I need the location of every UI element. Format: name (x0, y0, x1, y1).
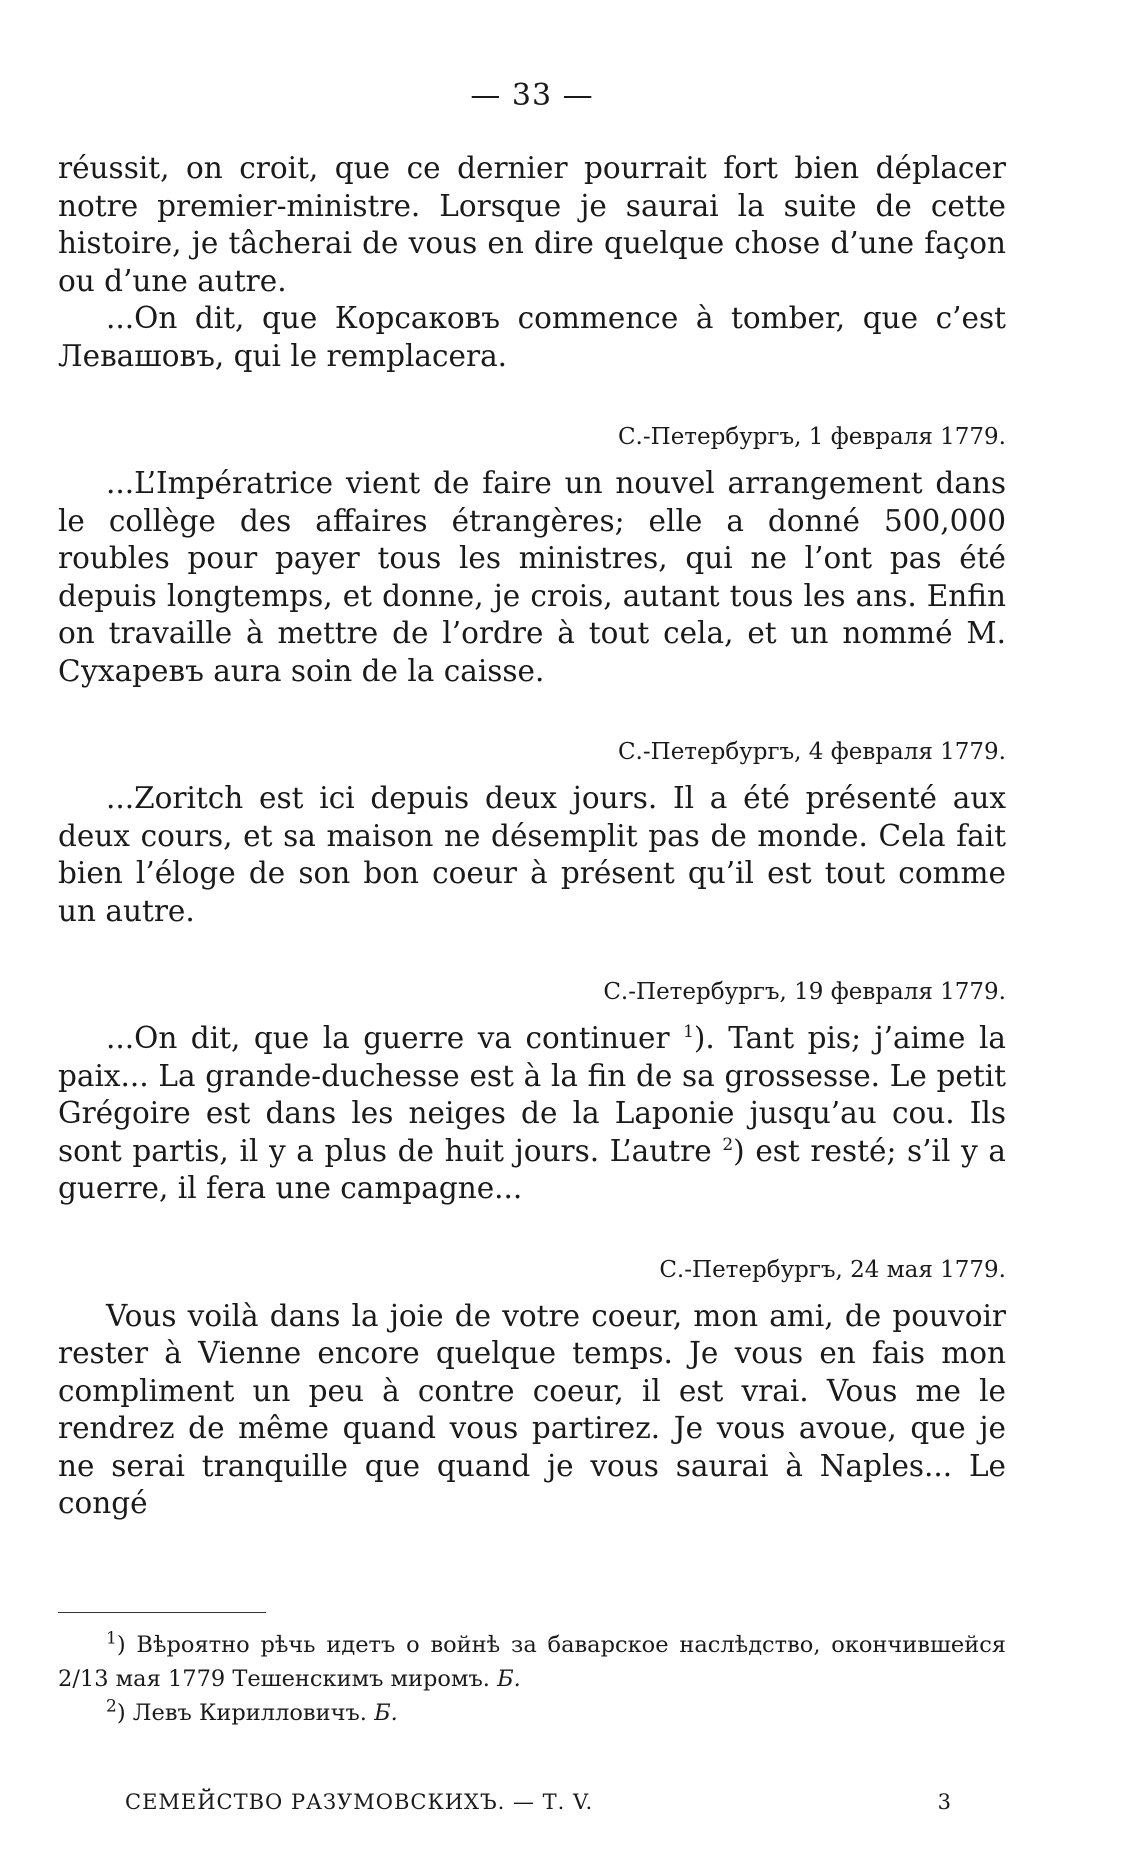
footnote-1 (58, 1628, 1006, 1696)
footnotes (58, 1628, 1006, 1730)
footnote-1-sign: Б. (497, 1666, 521, 1692)
footnote-2 (58, 1696, 1006, 1730)
signature-title: СЕМЕЙСТВО РАЗУМОВСКИХЪ. — Т. V. (125, 1790, 594, 1814)
page-number: — 33 — (470, 78, 594, 113)
footnote-ref-2: 2 (722, 1134, 734, 1155)
dateline-2: С.-Петербургъ, 4 февраля 1779. (617, 739, 1006, 765)
footnote-2-text: ) Левъ Кирилловичъ. (116, 1700, 375, 1726)
dateline-1: С.-Петербургъ, 1 февраля 1779. (617, 424, 1006, 450)
paragraph-4: ...Zoritch est ici depuis deux jours. Il a été présenté aux deux cours, et sa maison ne désemplit pas de monde. Cela fait bien l’éloge de son bon coeur à présent qu’il est tout comme un autre. (58, 781, 1006, 928)
paragraph-2: ...On dit, que Корсаковъ commence à tomber, que c’est Левашовъ, qui le remplacera. (58, 301, 1006, 373)
footnote-divider (58, 1612, 266, 1613)
dateline-4: С.-Петербургъ, 24 мая 1779. (659, 1256, 1006, 1283)
sheet-number: 3 (937, 1790, 952, 1814)
paragraph-6: Vous voilà dans la joie de votre coeur, mon ami, de pouvoir rester à Vienne encore quelque temps. Je vous en fais mon compliment un peu à contre coeur, il est vrai. Vous me le rendrez de même quand vous partirez. Je vous avoue, que je ne serai tranquille que quand je vous saurai à Naples... Le congé (58, 1298, 1006, 1520)
paragraph-3: ...L’Impératrice vient de faire un nouvel arrangement dans le collège des affaires étrangères; elle a donné 500,000 roubles pour payer tous les ministres, qui ne l’ont pas été depuis longtemps, et donne, je crois, autant tous les ans. Enfin on travaille à mettre de l’ordre à tout cela, et un nommé M. Сухаревъ aura soin de la caisse. (58, 466, 1006, 688)
paragraph-5-part-2: ). Tant pis; j’aime la paix... La grande-duchesse est à la fin de sa grossesse. Le petit Grégoire est dans les neiges de la Laponie jusqu’au cou. Ils sont partis, il y a plus de huit jours. L’autre (58, 1021, 1006, 1168)
paragraph-1: réussit, on croit, que ce dernier pourrait fort bien déplacer notre premier-ministre. Lorsque je saurai la suite de cette histoire, je tâcherai de vous en dire quelque chose d’une façon ou d’une autre. (58, 151, 1006, 298)
footnote-ref-1: 1 (683, 1022, 694, 1043)
paragraph-5-part-3: ) est resté; s’il y a guerre, il fera une campagne... (58, 1133, 1006, 1205)
footnote-2-sign: Б. (374, 1700, 398, 1726)
footnote-1-marker: 1 (106, 1628, 117, 1649)
paragraph-5 (58, 1020, 1006, 1208)
body-text (58, 150, 1006, 1523)
footnote-2-marker: 2 (106, 1696, 117, 1717)
footnote-1-text: ) Вѣроятно рѣчь идетъ о войнѣ за баварское наслѣдство, окончившейся 2/13 мая 1779 Тешенскимъ миромъ. (58, 1632, 1006, 1692)
dateline-3: С.-Петербургъ, 19 февраля 1779. (603, 979, 1006, 1005)
paragraph-5-part-1: ...On dit, que la guerre va continuer (106, 1021, 684, 1055)
